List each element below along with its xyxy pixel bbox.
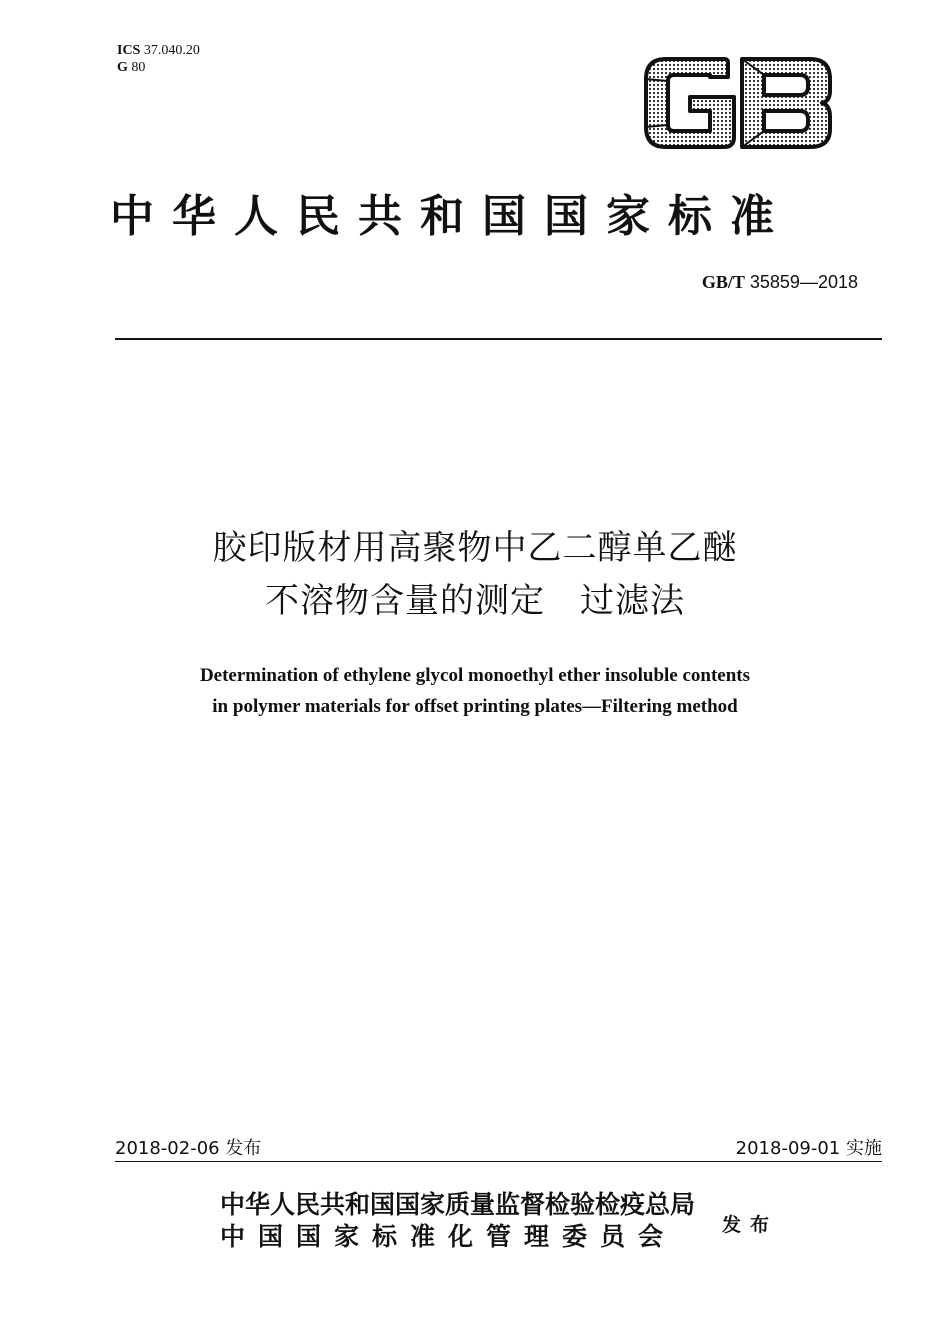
gb-logo-icon <box>640 55 835 152</box>
english-title-line-1: Determination of ethylene glycol monoethyl ether insoluble contents <box>199 665 751 686</box>
ics-line <box>117 42 200 59</box>
ccs-line <box>117 59 200 76</box>
issuer-line-1: 中华人民共和国国家质量监督检验检疫总局 <box>220 1190 696 1219</box>
ccs-label: G <box>117 60 128 75</box>
top-divider <box>115 338 882 340</box>
standard-prefix: GB/T <box>701 272 745 292</box>
standard-number <box>702 272 858 293</box>
issuer-line-2: 中国国家标准化管理委员会 <box>220 1222 677 1251</box>
chinese-title <box>0 522 950 628</box>
bottom-divider <box>115 1161 882 1162</box>
english-title-line-2: in polymer materials for offset printing plates—Filtering method <box>212 696 738 717</box>
implementation-date: 2018-09-01 实施 <box>735 1138 882 1159</box>
issue-date: 2018-02-06 发布 <box>115 1138 262 1159</box>
ccs-code: 80 <box>131 60 146 75</box>
classification-codes <box>117 42 200 76</box>
gb-logo-text: GB <box>640 55 642 56</box>
chinese-title-line-2: 不溶物含量的测定 过滤法 <box>265 581 685 621</box>
ics-code: 37.040.20 <box>143 43 200 58</box>
page-title: 中华人民共和国国家标准 <box>110 191 792 242</box>
standard-code: 35859—2018 <box>749 272 858 292</box>
issue-label: 发布 <box>722 1214 779 1236</box>
chinese-title-line-1: 胶印版材用高聚物中乙二醇单乙醚 <box>212 528 738 568</box>
english-title <box>0 660 950 722</box>
ics-label: ICS <box>117 43 141 58</box>
